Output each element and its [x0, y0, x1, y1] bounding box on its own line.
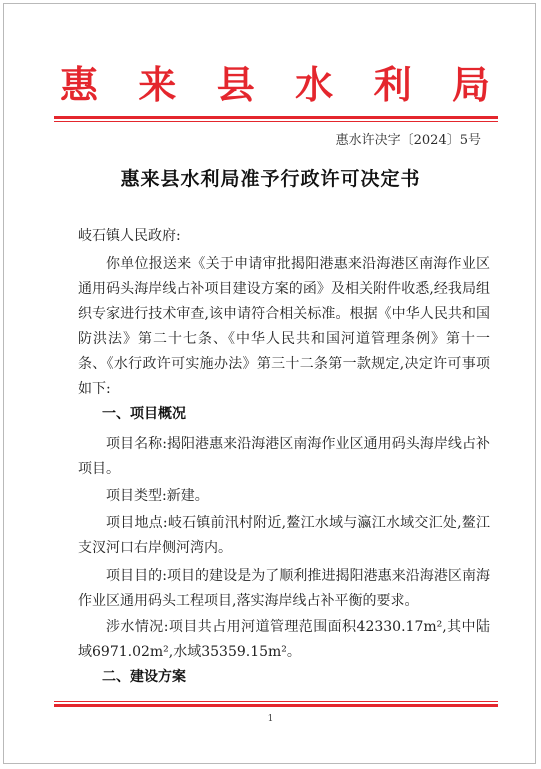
letterhead-char: 水 [295, 62, 334, 107]
body-paragraph: 你单位报送来《关于申请审批揭阳港惠来沿海港区南海作业区通用码头海岸线占补项目建设方案的函》及相关附件收悉,经我局组织专家进行技术审查,该申请符合相关标准。根据《中华人民共和国防洪法》第二十七条、《中华人民共和国河道管理条例》第十一条、《水行政许可实施办法》第三十二条第一款规定,决定许可事项如下: [78, 256, 490, 397]
letterhead-rule-thick [54, 116, 498, 119]
section-heading: 一、项目概况 [102, 406, 186, 422]
section-heading: 二、建设方案 [102, 669, 186, 685]
document-title: 惠来县水利局准予行政许可决定书 [120, 168, 421, 190]
letterhead-rule-thin [54, 121, 498, 122]
letterhead [60, 60, 490, 110]
document-number: 惠水许决字〔2024〕5号 [335, 133, 481, 148]
letterhead-char: 局 [451, 62, 490, 107]
project-type-item: 项目类型:新建。 [106, 488, 209, 504]
footer-rule-thin [54, 701, 498, 702]
project-purpose-item: 项目目的:项目的建设是为了顺利推进揭阳港惠来沿海港区南海作业区通用码头工程项目,落实海岸线占补平衡的要求。 [78, 568, 490, 609]
water-involvement-item: 涉水情况:项目共占用河道管理范围面积42330.17m²,其中陆域6971.02m²,水域35359.15m²。 [78, 619, 490, 660]
page-number: 1 [267, 714, 274, 724]
letterhead-char: 利 [373, 62, 412, 107]
footer-rule-thick [54, 704, 498, 707]
letterhead-char: 来 [138, 62, 177, 107]
project-name-item: 项目名称:揭阳港惠来沿海港区南海作业区通用码头海岸线占补项目。 [78, 436, 490, 477]
letterhead-char: 惠 [60, 62, 99, 107]
project-location-item: 项目地点:岐石镇前汛村附近,鳌江水域与瀛江水域交汇处,鳌江支汊河口右岸侧河湾内。 [78, 515, 490, 556]
addressee: 岐石镇人民政府: [78, 228, 181, 244]
letterhead-char: 县 [216, 62, 255, 107]
